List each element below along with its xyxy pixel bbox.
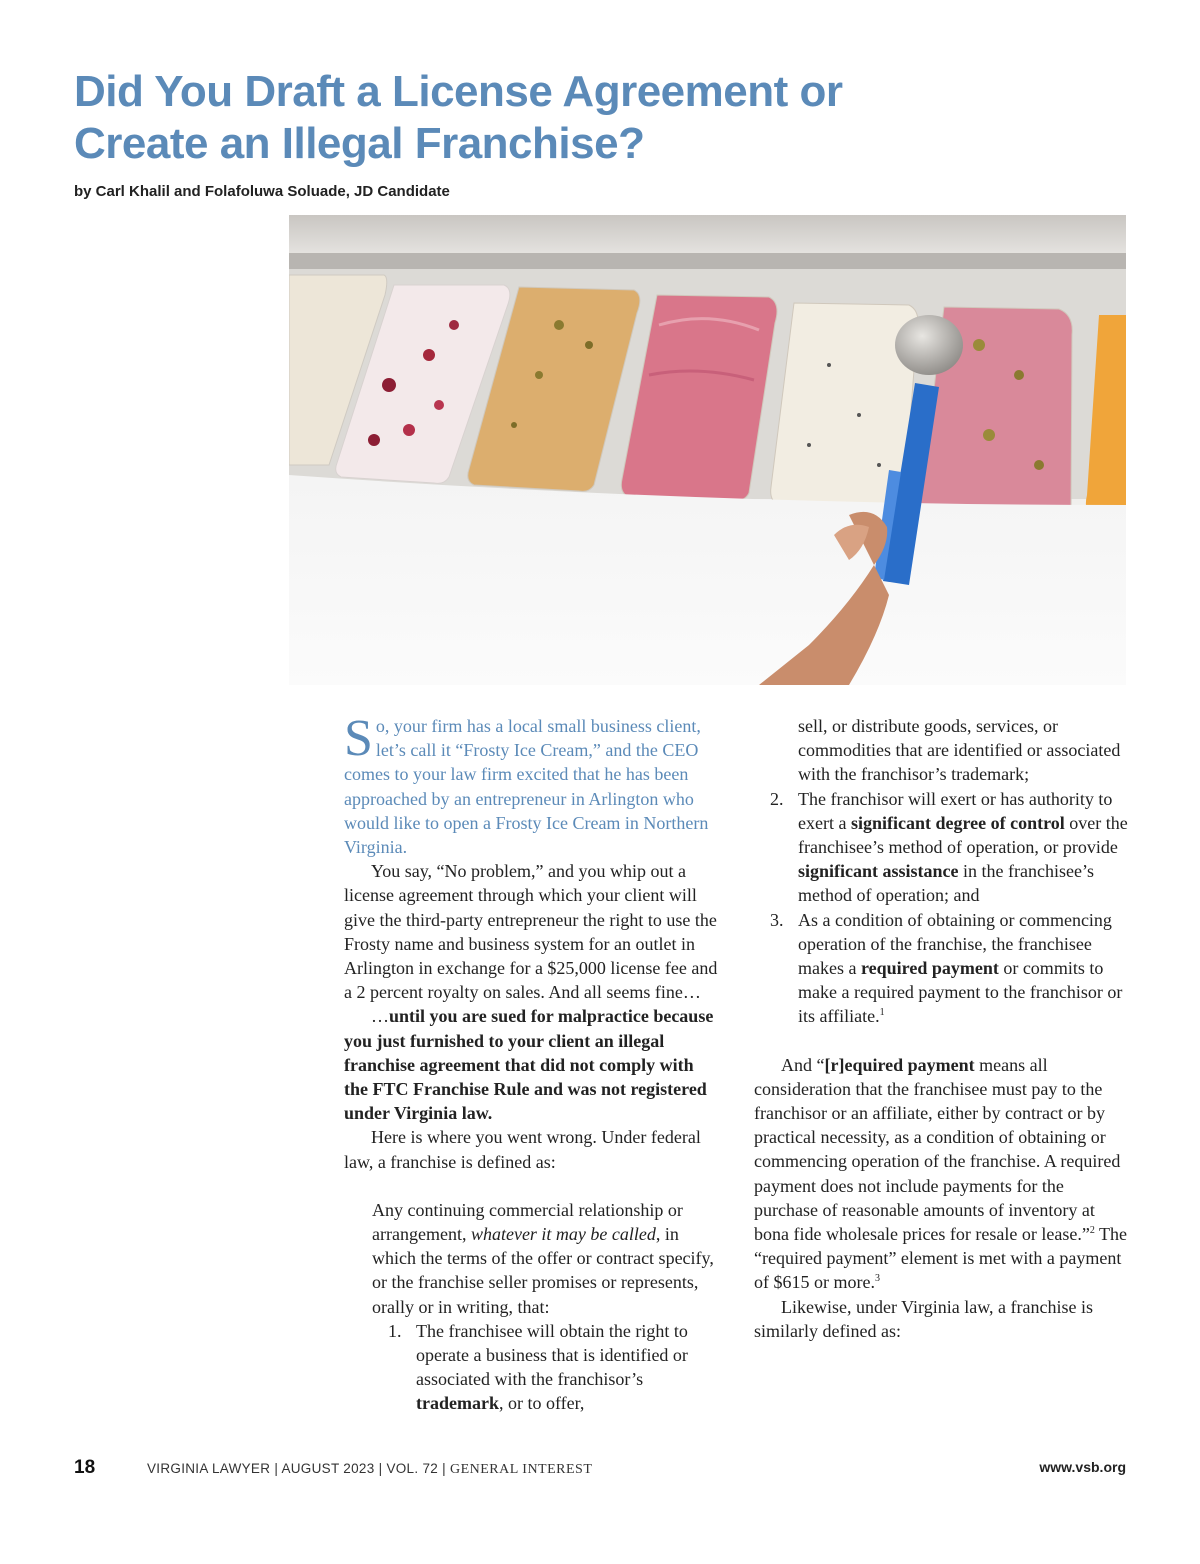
- definition-list: [388, 1319, 722, 1416]
- quote-text: Any continuing commercial relationship or arrangement, whatever it may be called, in which the terms of the offer or contract specify, or the franchise seller promises or represents, orally or in writing, that:: [372, 1199, 714, 1317]
- article-title: [74, 66, 1074, 170]
- column-1: [344, 710, 722, 1416]
- ice-cream-tubs: [289, 275, 1126, 515]
- paragraph: Likewise, under Virginia law, a franchise is similarly defined as:: [754, 1296, 1093, 1341]
- list-item: 3. As a condition of obtaining or commencing operation of the franchise, the franchisee makes a required payment or commits to make a required payment to the franchisor or its affiliate.$^1$: [770, 909, 1123, 1027]
- footnote-ref: 2: [1089, 1225, 1095, 1237]
- list-item: sell, or distribute goods, services, or commodities that are identified or associated with the franchisor’s trademark;: [798, 716, 1121, 785]
- paragraph: And “[r]equired payment means all consideration that the franchisee must pay to the franchisor or an affiliate, either by contract or by practical necessity, as a condition of obtaining or commencing operation of the franchise. A required payment does not include payments for the purchase of reasonable amounts of inventory at bona fide wholesale prices for resale or lease.”$^2$ The “required payment” element is met with a payment of $615 or more.$^3$: [754, 1054, 1128, 1293]
- page-number: 18: [74, 1457, 96, 1478]
- list-item: 1. The franchisee will obtain the right to operate a business that is identified or associated with the franchisor’s trademark, or to offer,: [388, 1320, 688, 1414]
- definition-list-continued: [770, 714, 1132, 1029]
- footer-section: GENERAL INTEREST: [449, 1462, 593, 1477]
- list-item: 2. The franchisor will exert or has authority to exert a significant degree of control over the franchisee’s method of operation, or provide significant assistance in the franchisee’s method of operation; and: [770, 788, 1128, 906]
- byline: by Carl Khalil and Folafoluwa Soluade, JD Candidate: [74, 183, 450, 200]
- article-title-line-2: Create an Illegal Franchise?: [74, 119, 645, 168]
- paragraph-bold: …until you are sued for malpractice because you just furnished to your client an illegal franchise agreement that did not comply with the FTC Franchise Rule and was not registered under Virginia law.: [344, 1006, 714, 1124]
- drop-cap: S: [344, 710, 373, 767]
- ice-cream-photo: [289, 215, 1126, 685]
- block-quote: [372, 1198, 722, 1416]
- footnote-ref: 3: [874, 1273, 880, 1285]
- footer-url[interactable]: www.vsb.org: [1039, 1459, 1126, 1475]
- paragraph: You say, “No problem,” and you whip out a license agreement through which your client will give the third-party entrepreneur the right to use the Frosty name and business system for an outlet in Arlington in exchange for a $25,000 license fee and a 2 percent royalty on sales. And all seems fine…: [344, 861, 718, 1003]
- footer-publication: VIRGINIA LAWYER | AUGUST 2023 | VOL. 72 | GENERAL INTEREST: [147, 1461, 593, 1477]
- footnote-ref: 1: [879, 1007, 885, 1019]
- column-2: [754, 714, 1132, 1343]
- article-title-line-1: Did You Draft a License Agreement or: [74, 67, 843, 116]
- paragraph: Here is where you went wrong. Under federal law, a franchise is defined as:: [344, 1127, 701, 1172]
- lead-paragraph: So, your firm has a local small business client, let’s call it “Frosty Ice Cream,” and the CEO comes to your law firm excited that he has been approached by an entrepreneur in Arlington who would like to open a Frosty Ice Cream in Northern Virginia.: [344, 710, 709, 858]
